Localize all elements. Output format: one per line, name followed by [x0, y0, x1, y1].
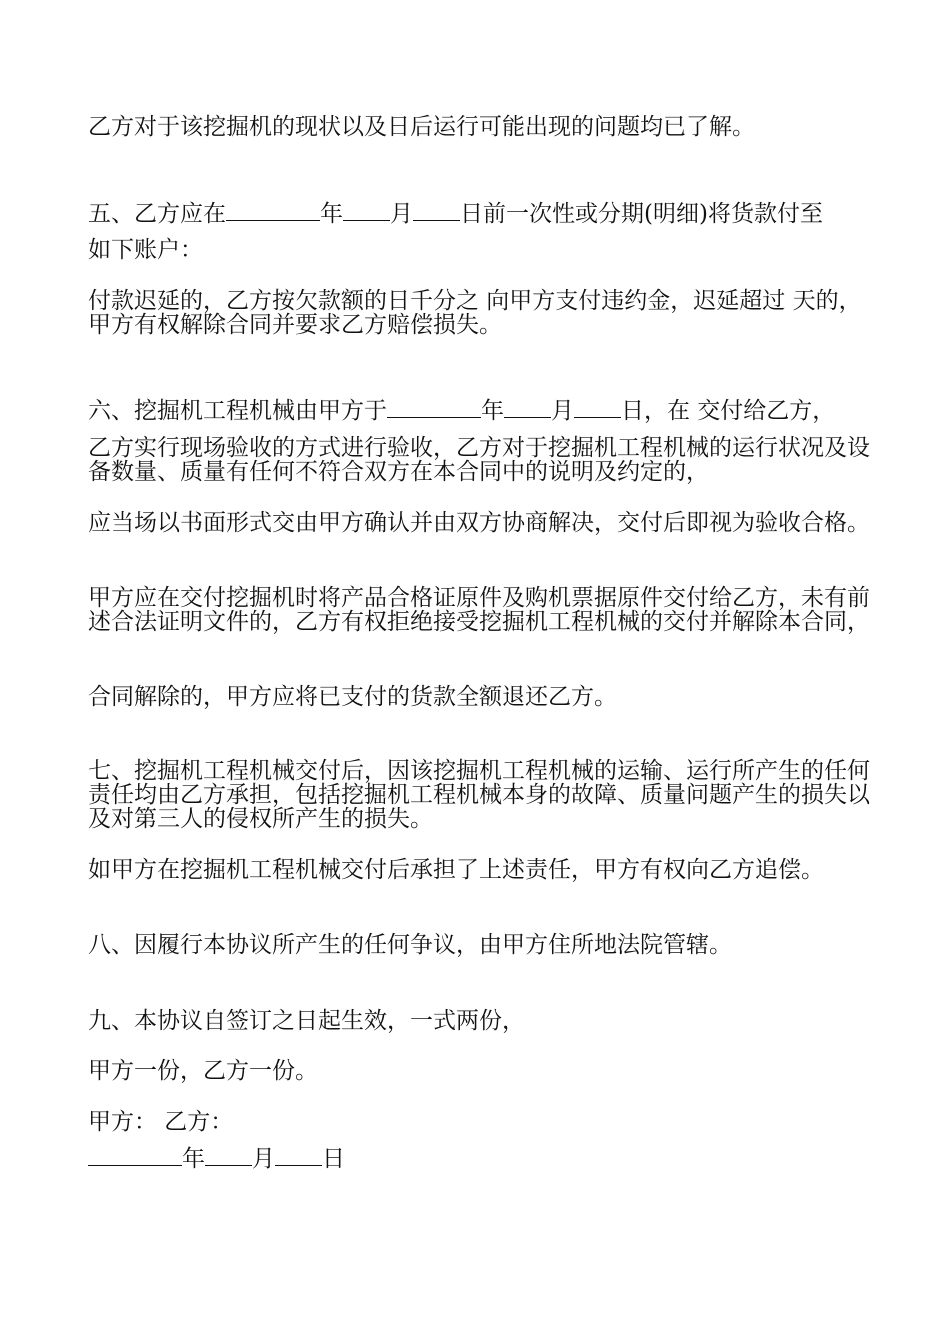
clause-9-effectiveness: 九、本协议自签订之日起生效，一式两份，: [88, 1008, 525, 1034]
day-blank: [413, 200, 460, 221]
paragraph-recourse: 如甲方在挖掘机工程机械交付后承担了上述责任，甲方有权向乙方追偿。: [88, 857, 824, 883]
clause-6-tail: 日，在 交付给乙方，: [621, 398, 836, 424]
clause-5-tail: 日前一次性或分期(明细)将货款付至: [460, 201, 823, 227]
year-blank: [88, 1145, 182, 1166]
year-blank: [226, 200, 320, 221]
day-blank: [275, 1145, 322, 1166]
year-label: 年: [320, 201, 343, 227]
month-label: 月: [252, 1146, 275, 1172]
paragraph-account: 如下账户：: [88, 237, 203, 263]
month-label: 月: [390, 201, 413, 227]
clause-6-intro: 六、挖掘机工程机械由甲方于: [88, 398, 387, 424]
signature-date: [88, 1145, 878, 1171]
paragraph-copies: 甲方一份，乙方一份。: [88, 1058, 318, 1084]
month-label: 月: [551, 398, 574, 424]
paragraph-refund: 合同解除的，甲方应将已支付的货款全额退还乙方。: [88, 684, 617, 710]
clause-8-jurisdiction: 八、因履行本协议所产生的任何争议，由甲方住所地法院管辖。: [88, 932, 732, 958]
paragraph-inspection: 乙方实行现场验收的方式进行验收，乙方对于挖掘机工程机械的运行状况及设备数量、质量有任何不符合双方在本合同中的说明及约定的，: [88, 435, 870, 485]
year-label: 年: [182, 1146, 205, 1172]
month-blank: [205, 1145, 252, 1166]
year-blank: [387, 397, 481, 418]
clause-6-delivery: [88, 397, 878, 423]
clause-7-liability: 七、挖掘机工程机械交付后，因该挖掘机工程机械的运输、运行所产生的任何责任均由乙方承担，包括挖掘机工程机械本身的故障、质量问题产生的损失以及对第三人的侵权所产生的损失。: [88, 758, 870, 832]
clause-5-payment-deadline: [88, 200, 878, 226]
paragraph-certificates: 甲方应在交付挖掘机时将产品合格证原件及购机票据原件交付给乙方，未有前述合法证明文件的，乙方有权拒绝接受挖掘机工程机械的交付并解除本合同，: [88, 585, 870, 635]
month-blank: [343, 200, 390, 221]
signature-parties: 甲方： 乙方：: [88, 1109, 234, 1135]
day-blank: [574, 397, 621, 418]
year-label: 年: [481, 398, 504, 424]
day-label: 日: [322, 1146, 345, 1172]
paragraph-late-payment: 付款迟延的，乙方按欠款额的日千分之 向甲方支付违约金，迟延超过 天的，甲方有权解除合同并要求乙方赔偿损失。: [88, 288, 862, 338]
paragraph-written-confirmation: 应当场以书面形式交由甲方确认并由双方协商解决，交付后即视为验收合格。: [88, 510, 870, 536]
month-blank: [504, 397, 551, 418]
clause-5-intro: 五、乙方应在: [88, 201, 226, 227]
paragraph-status-acknowledgement: 乙方对于该挖掘机的现状以及日后运行可能出现的问题均已了解。: [88, 114, 755, 140]
